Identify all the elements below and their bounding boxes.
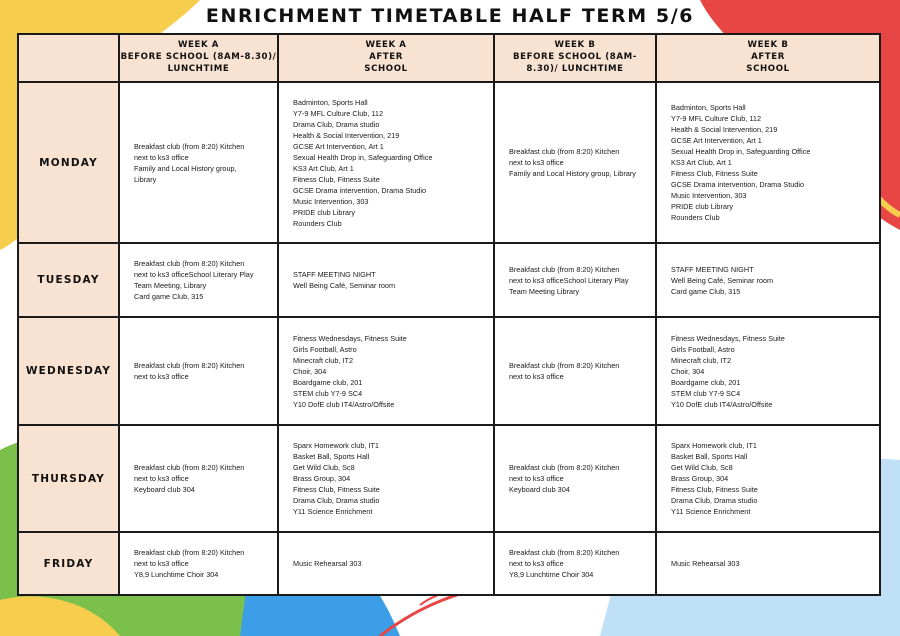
activity-line: Sexual Health Drop in, Safeguarding Office: [671, 147, 811, 156]
cell-week-b-after-school: [656, 82, 880, 243]
cell-week-a-after-school: [278, 532, 494, 595]
activity-line: Girls Football, Astro: [293, 344, 357, 354]
cell-week-b-after-school: [656, 425, 880, 532]
table-row: [18, 425, 880, 532]
activity-line: next to ks3 officeSchool Literary Play: [509, 275, 629, 285]
cell-week-b-before-school: [494, 243, 656, 317]
header-row: [18, 34, 880, 82]
table-row: [18, 243, 880, 317]
cell-week-b-after-school: [656, 317, 880, 425]
header-line: SCHOOL: [746, 64, 790, 74]
activity-line: Card game Club, 315: [671, 286, 741, 296]
header-line: AFTER: [751, 52, 785, 62]
activity-line: Fitness Club, Fitness Suite: [293, 485, 380, 494]
header-week-a-after-school: [278, 34, 494, 82]
activity-line: Music Rehearsal 303: [293, 559, 362, 568]
activity-line: STEM club Y7-9 SC4: [293, 388, 363, 398]
activity-line: GCSE Art Intervention, Art 1: [671, 136, 762, 145]
activity-line: Y10 DofE club IT4/Astro/Offsite: [293, 399, 395, 409]
activity-line: Breakfast club (from 8:20) Kitchen: [134, 548, 245, 557]
activity-line: STAFF MEETING NIGHT: [671, 264, 754, 274]
activity-line: Fitness Club, Fitness Suite: [671, 169, 758, 178]
activity-line: Keyboard club 304: [509, 485, 570, 494]
activity-line: Sparx Homework club, IT1: [671, 441, 757, 450]
header-line: 8.30)/ LUNCHTIME: [526, 64, 624, 74]
cell-week-b-before-school: [494, 532, 656, 595]
activity-line: Brass Group, 304: [671, 474, 729, 483]
activity-line: Y10 DofE club IT4/Astro/Offsite: [671, 399, 773, 409]
timetable: [17, 33, 881, 596]
header-line: LUNCHTIME: [167, 64, 230, 74]
cell-week-a-before-school: [119, 243, 278, 317]
activity-line: next to ks3 office: [134, 474, 189, 483]
activity-line: Choir, 304: [671, 366, 705, 376]
activity-line: PRIDE club Library: [293, 207, 356, 217]
activity-line: Team Meeting, Library: [134, 281, 207, 290]
header-line: WEEK B: [554, 40, 596, 50]
activity-line: Health & Social Intervention, 219: [671, 125, 778, 134]
activity-line: GCSE Drama intervention, Drama Studio: [293, 185, 427, 195]
activity-line: Badminton, Sports Hall: [671, 103, 746, 112]
cell-week-a-before-school: [119, 82, 278, 243]
activity-line: Basket Ball, Sports Hall: [293, 452, 370, 461]
activity-line: Badminton, Sports Hall: [293, 97, 368, 107]
activity-line: Y7-9 MFL Culture Club, 112: [671, 114, 762, 123]
activity-line: Breakfast club (from 8:20) Kitchen: [509, 463, 620, 472]
cell-week-a-after-school: [278, 82, 494, 243]
activity-line: Rounders Club: [671, 213, 720, 222]
activity-line: Drama Club, Drama studio: [293, 119, 380, 129]
page-title: ENRICHMENT TIMETABLE HALF TERM 5/6: [205, 5, 695, 27]
day-label: THURSDAY: [18, 425, 119, 532]
header-week-b-after-school: [656, 34, 880, 82]
activity-line: Girls Football, Astro: [671, 344, 735, 354]
cell-week-a-after-school: [278, 317, 494, 425]
activity-line: Fitness Wednesdays, Fitness Suite: [293, 333, 407, 343]
activity-line: Family and Local History group,: [134, 163, 237, 173]
activity-line: Music Rehearsal 303: [671, 559, 740, 568]
activity-line: Breakfast club (from 8:20) Kitchen: [509, 548, 620, 557]
activity-line: Boardgame club, 201: [293, 377, 363, 387]
header-line: SCHOOL: [364, 64, 408, 74]
activity-line: Boardgame club, 201: [671, 377, 741, 387]
activity-line: GCSE Art Intervention, Art 1: [293, 141, 384, 151]
activity-line: Breakfast club (from 8:20) Kitchen: [134, 361, 245, 370]
activity-line: Choir, 304: [293, 366, 327, 376]
header-line: WEEK A: [177, 40, 220, 50]
table-row: [18, 317, 880, 425]
header-week-b-before-school: [494, 34, 656, 82]
activity-line: Drama Club, Drama studio: [293, 496, 380, 505]
activity-line: next to ks3 office: [134, 372, 189, 381]
activity-line: Y11 Science Enrichment: [293, 507, 373, 516]
activity-line: PRIDE club Library: [671, 202, 734, 211]
activity-line: KS3 Art Club, Art 1: [293, 163, 354, 173]
activity-line: next to ks3 office: [509, 158, 564, 167]
cell-week-a-before-school: [119, 425, 278, 532]
activity-line: Breakfast club (from 8:20) Kitchen: [134, 259, 245, 268]
day-label: WEDNESDAY: [18, 317, 119, 425]
day-label: MONDAY: [18, 82, 119, 243]
activity-line: Drama Club, Drama studio: [671, 496, 758, 505]
cell-week-b-after-school: [656, 243, 880, 317]
day-label: TUESDAY: [18, 243, 119, 317]
activity-line: next to ks3 office: [134, 559, 189, 568]
activity-line: STEM club Y7-9 SC4: [671, 388, 741, 398]
activity-line: Team Meeting Library: [509, 286, 580, 296]
activity-line: Music Intervention, 303: [671, 191, 747, 200]
activity-line: Breakfast club (from 8:20) Kitchen: [134, 463, 245, 472]
activity-line: Breakfast club (from 8:20) Kitchen: [134, 141, 245, 151]
activity-line: Brass Group, 304: [293, 474, 351, 483]
activity-line: Well Being Café, Seminar room: [671, 275, 774, 285]
header-line: BEFORE SCHOOL (8AM-: [513, 52, 637, 62]
activity-line: Family and Local History group, Library: [509, 169, 636, 178]
activity-line: Breakfast club (from 8:20) Kitchen: [509, 361, 620, 370]
activity-line: Y7-9 MFL Culture Club, 112: [293, 108, 384, 118]
activity-line: Card game Club, 315: [134, 292, 204, 301]
cell-week-a-after-school: [278, 243, 494, 317]
activity-line: next to ks3 office: [509, 559, 564, 568]
activity-line: GCSE Drama intervention, Drama Studio: [671, 180, 805, 189]
header-week-a-before-school: [119, 34, 278, 82]
cell-week-a-before-school: [119, 317, 278, 425]
header-line: AFTER: [369, 52, 403, 62]
activity-line: next to ks3 office: [509, 372, 564, 381]
activity-line: Sparx Homework club, IT1: [293, 441, 379, 450]
activity-line: KS3 Art Club, Art 1: [671, 158, 732, 167]
cell-week-b-after-school: [656, 532, 880, 595]
header-corner: [18, 34, 119, 82]
activity-line: Keyboard club 304: [134, 485, 195, 494]
activity-line: next to ks3 officeSchool Literary Play: [134, 270, 254, 279]
table-row: [18, 532, 880, 595]
cell-week-b-before-school: [494, 317, 656, 425]
activity-line: Minecraft club, IT2: [671, 355, 732, 365]
cell-week-a-before-school: [119, 532, 278, 595]
activity-line: next to ks3 office: [134, 152, 189, 162]
activity-line: Rounders Club: [293, 218, 342, 228]
activity-line: Y11 Science Enrichment: [671, 507, 751, 516]
activity-line: Music Intervention, 303: [293, 196, 369, 206]
activity-line: next to ks3 office: [509, 474, 564, 483]
activity-line: Get Wild Club, Sc8: [293, 463, 355, 472]
activity-line: Health & Social Intervention, 219: [293, 130, 400, 140]
activity-line: Y8,9 Lunchtime Choir 304: [134, 570, 219, 579]
day-label: FRIDAY: [18, 532, 119, 595]
cell-week-b-before-school: [494, 425, 656, 532]
activity-line: Breakfast club (from 8:20) Kitchen: [509, 147, 620, 156]
activity-line: Get Wild Club, Sc8: [671, 463, 733, 472]
activity-line: Fitness Wednesdays, Fitness Suite: [671, 333, 785, 343]
cell-week-b-before-school: [494, 82, 656, 243]
header-line: WEEK A: [365, 40, 407, 50]
header-line: BEFORE SCHOOL (8AM-8.30)/: [120, 52, 277, 62]
activity-line: STAFF MEETING NIGHT: [293, 270, 376, 279]
activity-line: Well Being Café, Seminar room: [293, 281, 396, 290]
table-row: [18, 82, 880, 243]
activity-line: Sexual Health Drop in, Safeguarding Office: [293, 152, 433, 162]
activity-line: Breakfast club (from 8:20) Kitchen: [509, 264, 620, 274]
cell-week-a-after-school: [278, 425, 494, 532]
activity-line: Fitness Club, Fitness Suite: [671, 485, 758, 494]
activity-line: Basket Ball, Sports Hall: [671, 452, 748, 461]
activity-line: Library: [134, 174, 157, 184]
activity-line: Fitness Club, Fitness Suite: [293, 174, 380, 184]
activity-line: Y8,9 Lunchtime Choir 304: [509, 570, 594, 579]
activity-line: Minecraft club, IT2: [293, 355, 354, 365]
header-line: WEEK B: [747, 40, 789, 50]
